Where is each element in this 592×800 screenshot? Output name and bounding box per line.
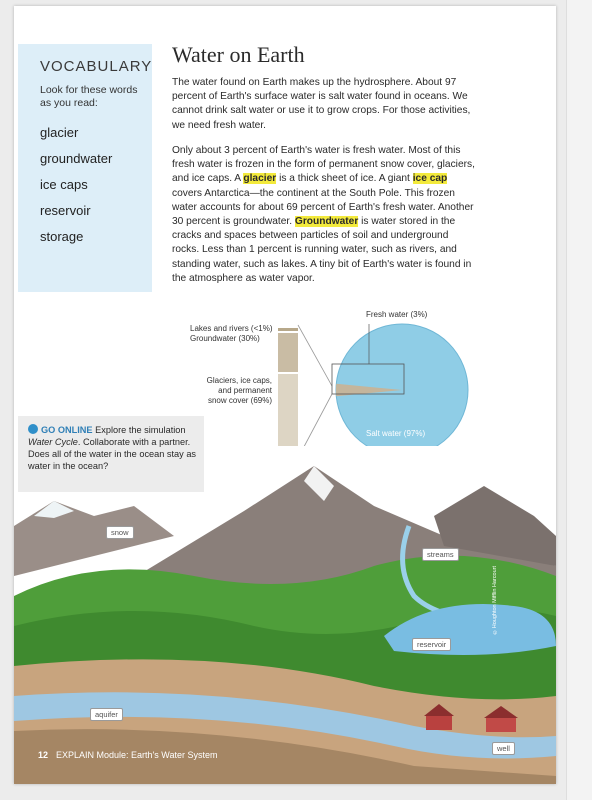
vocab-word-glacier: glacier <box>40 125 79 140</box>
tag-streams: streams <box>422 548 459 561</box>
vocabulary-intro: Look for these words as you read: <box>40 84 138 109</box>
paragraph-text: is a thick sheet of ice. A giant <box>276 173 413 185</box>
go-online-text <box>28 424 198 472</box>
label-line: and permanent <box>218 386 272 395</box>
tag-well: well <box>492 742 515 755</box>
label-fresh-water: Fresh water (3%) <box>366 310 428 319</box>
textbook-page <box>14 6 556 784</box>
highlight-ice-cap: ice cap <box>412 173 448 185</box>
bar-segment-groundwater <box>278 333 298 372</box>
label-salt-water: Salt water (97%) <box>366 429 426 438</box>
vocab-word-groundwater: groundwater <box>40 151 113 166</box>
highlight-groundwater: Groundwater <box>294 216 359 228</box>
vocabulary-list <box>40 120 112 250</box>
bar-segment-lakes <box>278 328 298 331</box>
vocabulary-box <box>18 44 152 292</box>
viewer-scrollbar[interactable] <box>566 0 592 800</box>
page-number: 12 <box>38 750 49 760</box>
go-online-body: . Collaborate with a partner. Does all of the water in the ocean stay as water in the ocean? <box>28 437 197 471</box>
go-online-icon <box>28 424 38 434</box>
paragraph-fresh-water <box>172 144 476 286</box>
paragraph-text: covers Antarctica—the continent at the South Pole. This frozen water accounts for about 69 percent of Earth's fresh water. Another 30 percent is groundwater. <box>172 187 474 228</box>
label-lakes-rivers: Lakes and rivers (<1%) <box>190 324 273 333</box>
go-online-heading: GO ONLINE <box>41 425 93 435</box>
vocabulary-heading: VOCABULARY <box>40 58 153 75</box>
tag-reservoir: reservoir <box>412 638 451 651</box>
water-landscape-illustration <box>14 446 556 784</box>
label-groundwater: Groundwater (30%) <box>190 334 260 343</box>
paragraph-hydrosphere: The water found on Earth makes up the hydrosphere. About 97 percent of Earth's surface water is salt water found in oceans. We cannot drink salt water or use it to grow crops. For those activities, we need fresh water. <box>172 77 471 131</box>
connector-line <box>298 325 332 386</box>
paragraph-text: Only about 3 percent of Earth's water is fresh water. Most of this fresh water is frozen in the form of permanent snow cover, glaciers, and ice caps. A <box>172 145 475 185</box>
tag-aquifer: aquifer <box>90 708 123 721</box>
go-online-body: Explore the simulation <box>92 425 186 435</box>
tag-snow: snow <box>106 526 134 539</box>
go-online-callout <box>18 416 204 492</box>
vocab-word-reservoir: reservoir <box>40 203 91 218</box>
page-footer <box>38 750 217 760</box>
paragraph-text: is water stored in the cracks and spaces between particles of soil and underground rocks. Less than 1 percent is running water, such as rivers, and standing water, such as lakes. A tiny bit of Earth's water is found in the atmosphere as water vapor. <box>172 216 472 284</box>
label-glaciers <box>198 376 272 406</box>
label-line: snow cover (69%) <box>207 396 272 405</box>
house <box>426 716 452 730</box>
image-credit: ©Houghton Mifflin Harcourt <box>492 566 498 635</box>
vocab-word-ice-caps: ice caps <box>40 177 88 192</box>
go-online-simulation-name: Water Cycle <box>28 437 78 447</box>
footer-module: EXPLAIN Module: Earth's Water System <box>56 750 218 760</box>
label-line: Glaciers, ice caps, <box>206 376 272 385</box>
vocab-word-storage: storage <box>40 229 84 244</box>
house <box>486 718 516 732</box>
page-title: Water on Earth <box>172 42 305 67</box>
highlight-glacier: glacier <box>243 173 277 185</box>
